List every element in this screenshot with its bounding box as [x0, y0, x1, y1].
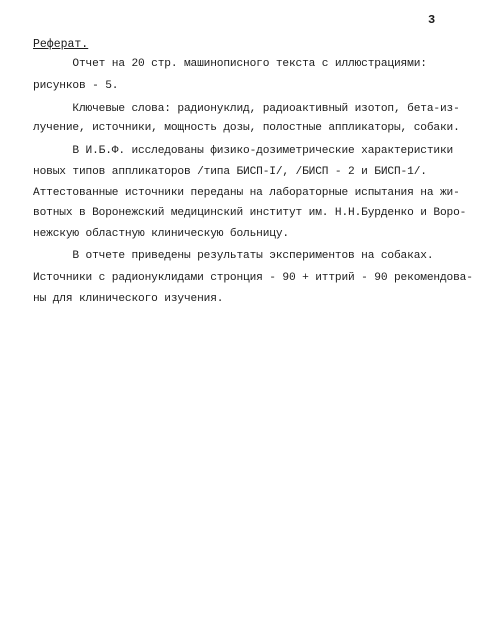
text-line: Ключевые слова: радионуклид, радиоактивный изотоп, бета-из- [33, 103, 460, 115]
text-line: вотных в Воронежский медицинский институт им. Н.Н.Бурденко и Воро- [33, 207, 467, 219]
text-line: нежскую областную клиническую больницу. [33, 228, 289, 240]
text-line: ны для клинического изучения. [33, 293, 224, 305]
text-line: Источники с радионуклидами стронция - 90 + иттрий - 90 рекомендова- [33, 272, 473, 284]
abstract-heading: Реферат. [33, 38, 89, 51]
text-line: В И.Б.Ф. исследованы физико-дозиметрические характеристики [33, 145, 454, 157]
text-line: Аттестованные источники переданы на лабораторные испытания на жи- [33, 187, 460, 199]
text-line: новых типов аппликаторов /типа БИСП-I/, /БИСП - 2 и БИСП-1/. [33, 166, 427, 178]
text-line: рисунков - 5. [33, 80, 119, 92]
text-line: лучение, источники, мощность дозы, полостные аппликаторы, собаки. [33, 122, 460, 134]
text-line: Отчет на 20 стр. машинописного текста с иллюстрациями: [33, 58, 427, 70]
page-number: 3 [428, 13, 436, 27]
text-line: В отчете приведены результаты экспериментов на собаках. [33, 250, 434, 262]
